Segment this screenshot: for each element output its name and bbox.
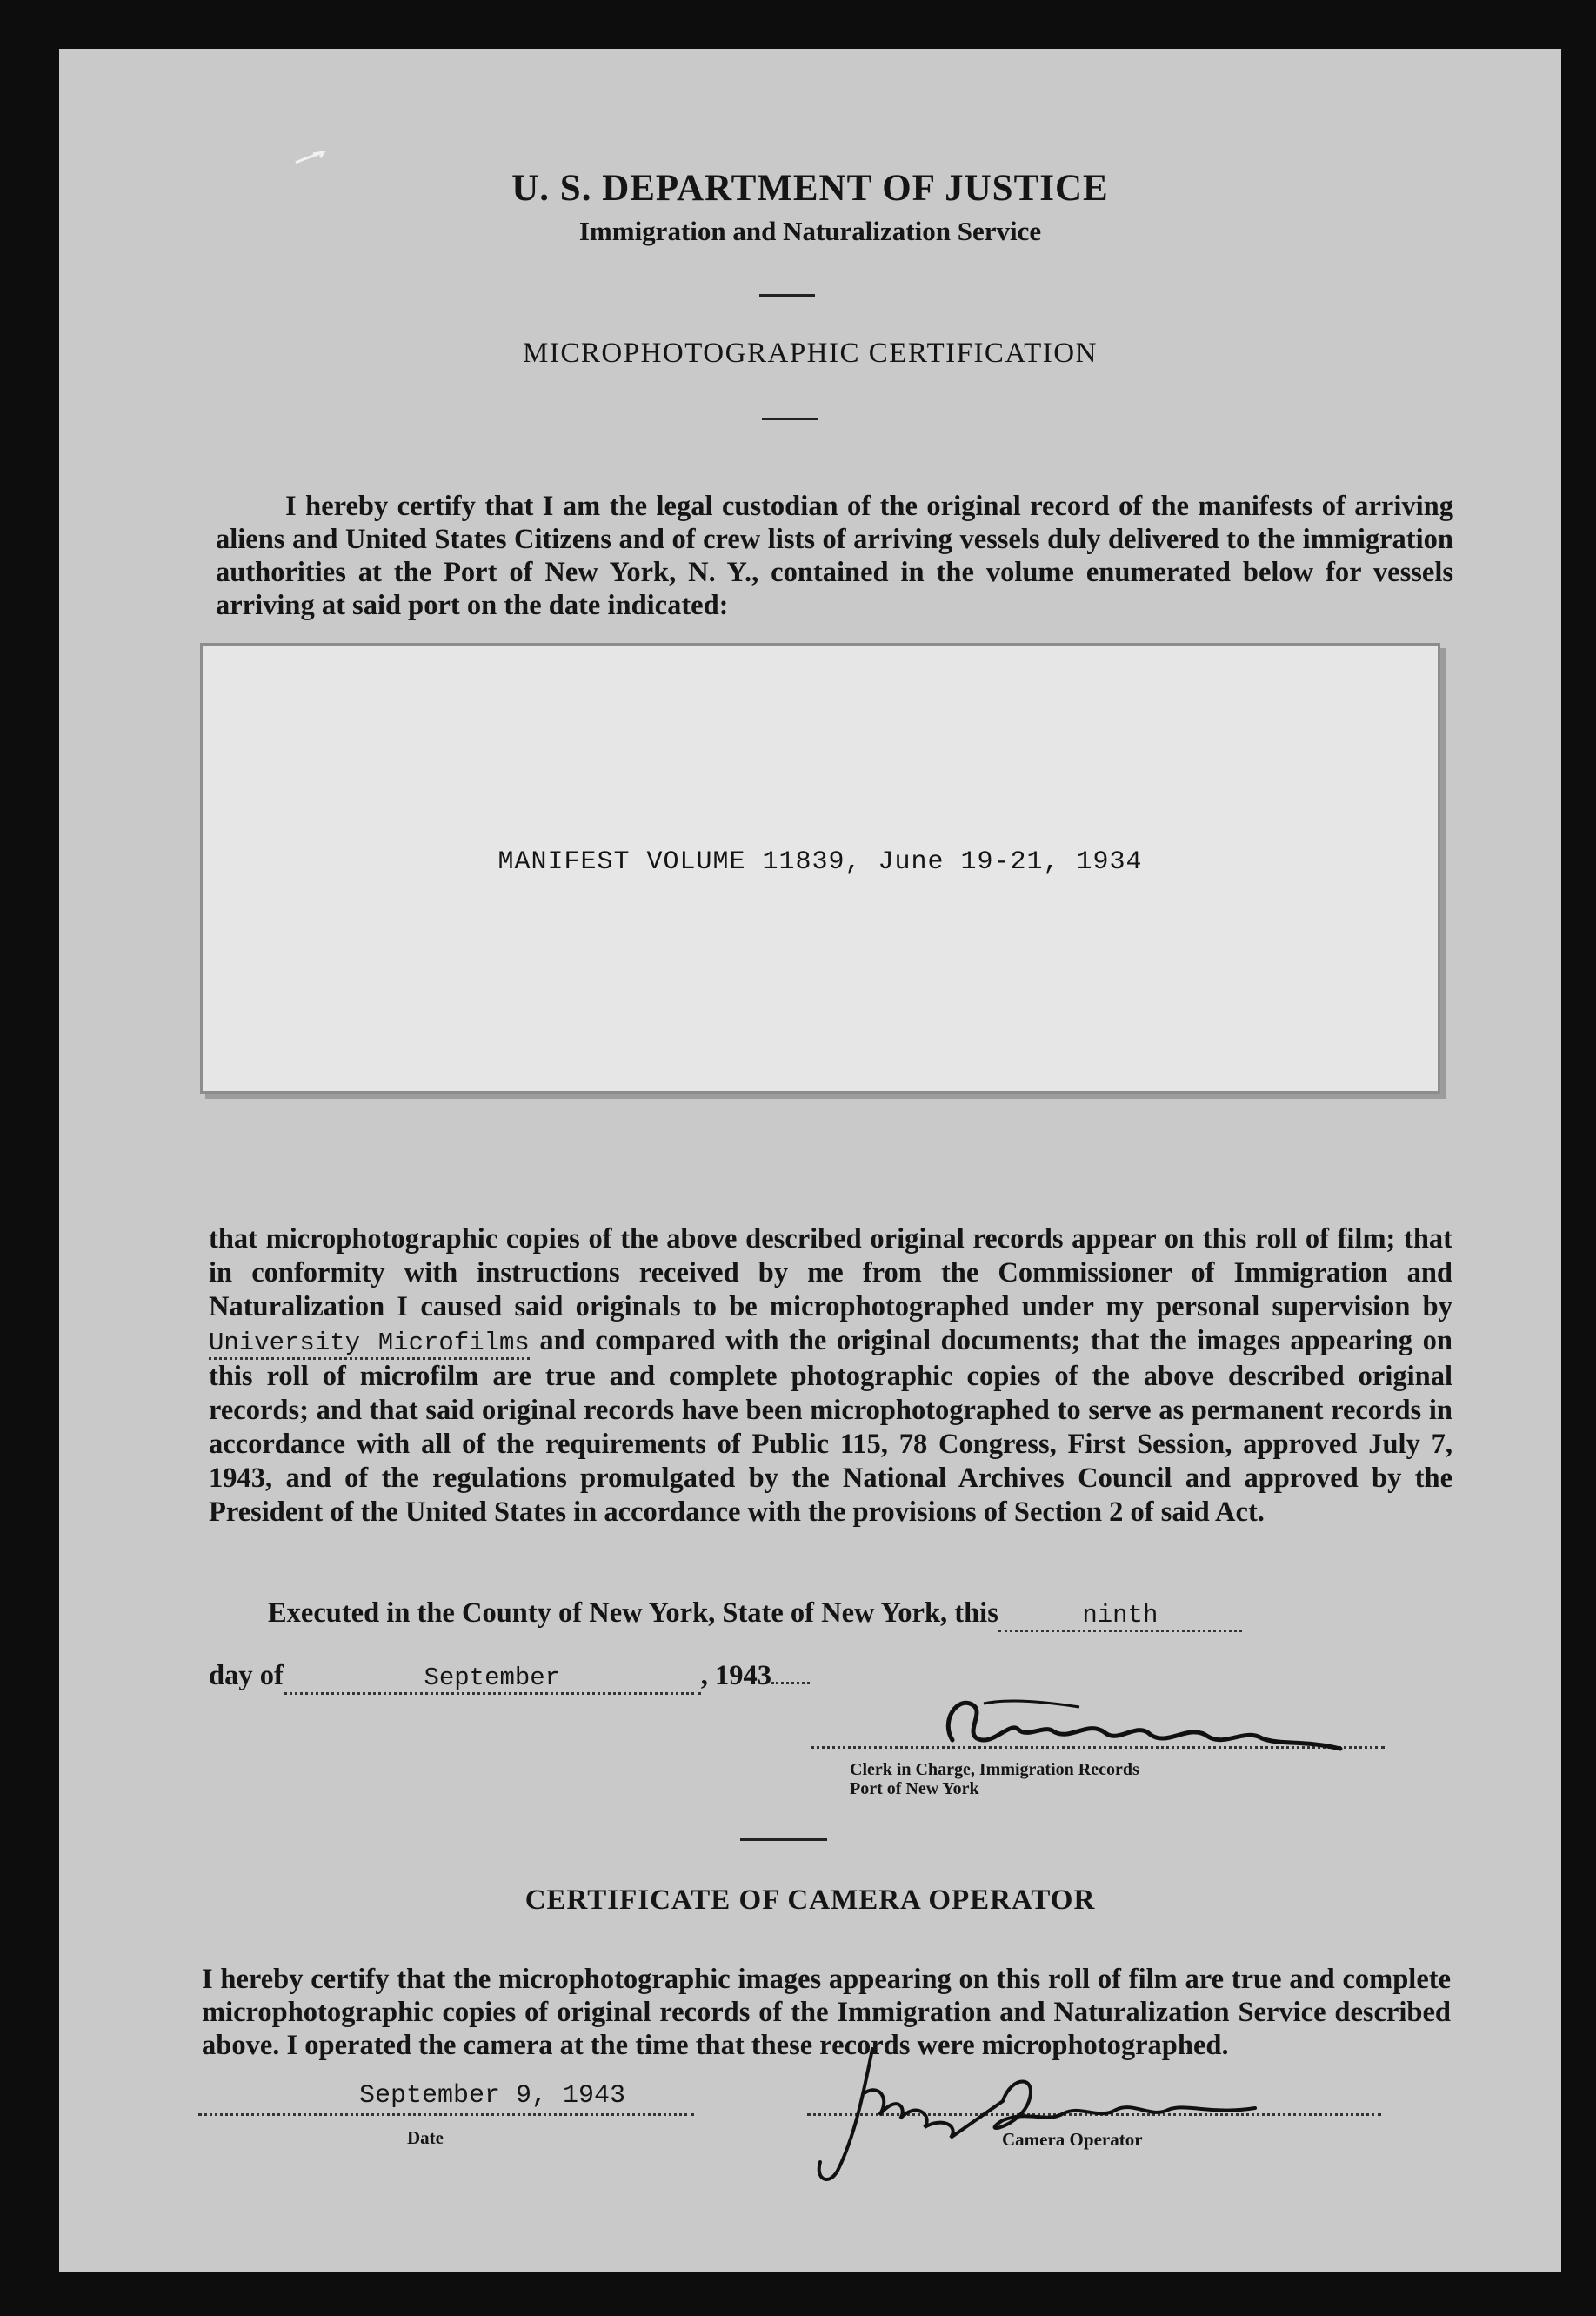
execution-day: ninth bbox=[1082, 1601, 1159, 1630]
execution-prefix: Executed in the County of New York, State of New York, this bbox=[268, 1597, 998, 1629]
operator-date: September 9, 1943 bbox=[359, 2081, 626, 2111]
intro-paragraph: I hereby certify that I am the legal custodian of the original record of the manifests of arriving aliens and United States Citizens and of crew lists of arriving vessels duly delivered to the immigration authorities at the Port of New York, N. Y., contained in the volume enumerated below for vessels arriving at said port on the date indicated: bbox=[216, 490, 1453, 621]
body-text-before: that microphotographic copies of the above described original records appear on this roll of film; that in conformity with instructions received by me from the Commissioner of Immigration and Naturalization I caused said originals to be microphotographed under my personal supervision by bbox=[209, 1222, 1452, 1322]
clerk-signature-icon bbox=[932, 1686, 1384, 1756]
agency-name: University Microfilms bbox=[209, 1329, 530, 1360]
execution-year: , 1943 bbox=[700, 1660, 772, 1691]
manifest-volume: MANIFEST VOLUME 11839, June 19-21, 1934 bbox=[497, 847, 1143, 877]
service-subtitle: Immigration and Naturalization Service bbox=[578, 216, 1042, 246]
date-line bbox=[209, 1660, 810, 1695]
divider bbox=[759, 294, 815, 297]
divider bbox=[740, 1838, 827, 1841]
day-of-label: day of bbox=[209, 1660, 284, 1691]
certification-title: MICROPHOTOGRAPHIC CERTIFICATION bbox=[523, 338, 1098, 369]
date-label: Date bbox=[407, 2127, 444, 2148]
camera-certificate-title: CERTIFICATE OF CAMERA OPERATOR bbox=[524, 1884, 1096, 1916]
certificate-page bbox=[59, 49, 1561, 2272]
certification-body bbox=[209, 1222, 1452, 1529]
camera-certificate-text: I hereby certify that the microphotographic images appearing on this roll of film are true and complete microphotographic copies of original records of the Immigration and Naturalization Service described above. I operated the camera at the time that these records were microphotographed. bbox=[202, 1963, 1451, 2061]
date-line-dots bbox=[198, 2113, 694, 2116]
execution-line bbox=[268, 1597, 1242, 1632]
manifest-card bbox=[200, 643, 1440, 1094]
department-title: U. S. DEPARTMENT OF JUSTICE bbox=[511, 168, 1109, 209]
operator-signature-icon bbox=[803, 2040, 1290, 2188]
divider bbox=[762, 418, 818, 420]
hand-mark-icon bbox=[294, 151, 329, 168]
clerk-title: Clerk in Charge, Immigration Records Port of New York bbox=[850, 1760, 1139, 1798]
body-text-after: and compared with the original documents; that the images appearing on this roll of microfilm are true and complete photographic copies of the above described original records; and that said original records have been microphotographed to serve as permanent records in accordance with all of the requirements of Public 115, 78 Congress, First Session, approved July 7, 1943, and of the regulations promulgated by the National Archives Council and approved by the President of the United States in accordance with the provisions of Section 2 of said Act. bbox=[209, 1324, 1452, 1528]
camera-operator-label: Camera Operator bbox=[1002, 2129, 1143, 2150]
execution-month: September bbox=[424, 1663, 561, 1692]
